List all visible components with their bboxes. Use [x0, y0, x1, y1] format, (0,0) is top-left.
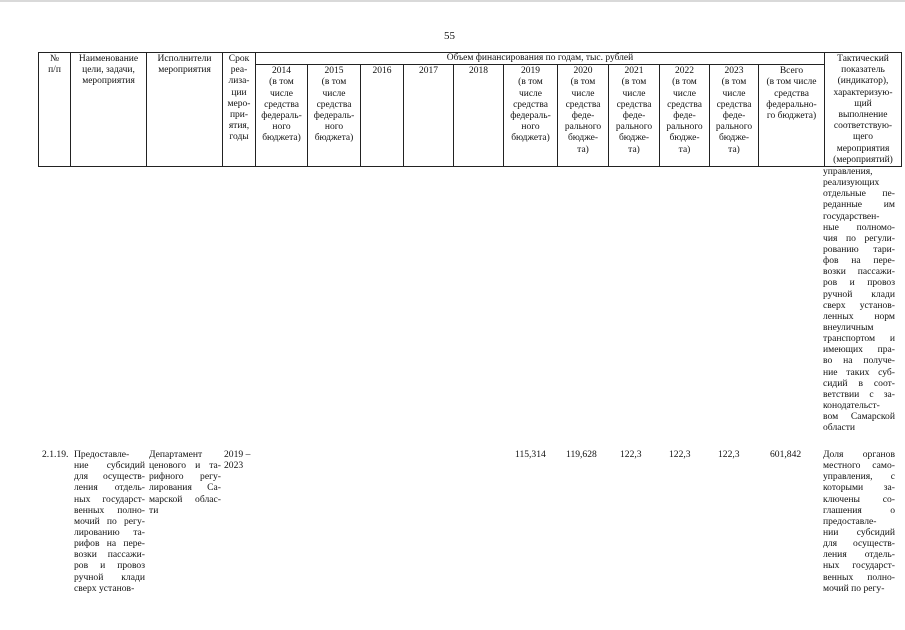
text-line: реализующих	[823, 177, 880, 189]
header-text-line: бюдже-	[669, 133, 700, 144]
text-line: ветствии с за-	[823, 388, 895, 400]
text-line: сверх установ-	[74, 582, 135, 594]
text-line: ти	[149, 504, 159, 516]
row-value-2020: 119,628	[566, 449, 597, 460]
header-year-2016	[361, 65, 404, 167]
header-text-line: го бюджета)	[766, 110, 817, 121]
header-text-line: числе	[672, 88, 697, 99]
header-text-line: (в том	[269, 77, 294, 88]
header-text-line: ного	[324, 122, 344, 133]
text-line: ных государст-	[74, 493, 145, 505]
header-text-line: феде-	[722, 110, 746, 121]
header-text-line: та)	[678, 144, 691, 155]
header-text-line: реа-	[230, 65, 248, 76]
text-line: ления отдель-	[74, 482, 145, 494]
header-text-line: числе	[518, 88, 543, 99]
text-line: ние субсидий	[74, 460, 145, 472]
text-line: чия по регули-	[823, 232, 895, 244]
header-executors	[147, 53, 223, 167]
header-text-line: числе	[571, 88, 595, 99]
header-year-2023	[710, 65, 759, 167]
header-text-line: Тактический	[837, 54, 889, 64]
header-text-line: лиза-	[228, 76, 250, 87]
header-text-line: та)	[728, 144, 740, 155]
text-line: ручной клади	[74, 571, 145, 583]
header-text-line: бюдже-	[567, 133, 599, 144]
header-text-line: 2023	[724, 66, 744, 77]
text-line: вом Самарской	[823, 411, 895, 423]
header-text-line: федерально-	[766, 99, 817, 110]
row-term	[224, 449, 250, 471]
header-indicator	[825, 53, 902, 167]
header-text-line: 2018	[469, 66, 488, 77]
row-value-2023: 122,3	[718, 449, 740, 460]
header-term	[223, 53, 256, 167]
text-line: которыми за-	[823, 482, 895, 494]
text-line: отдельные пе-	[823, 188, 895, 200]
header-num	[39, 53, 71, 167]
header-text-line: феде-	[622, 110, 646, 121]
header-year-2015	[308, 65, 361, 167]
header-text-line: бюджета)	[511, 133, 550, 144]
row-indicator	[823, 449, 895, 594]
text-line: сидий в соот-	[823, 377, 895, 389]
header-text-line: (в том числе	[766, 77, 817, 88]
header-text-line: числе	[722, 88, 746, 99]
text-line: сверх установ-	[823, 299, 895, 311]
header-text-line: бюдже-	[718, 133, 750, 144]
header-text-line: 2016	[372, 66, 392, 77]
header-text-line: федераль-	[261, 110, 302, 121]
text-line: венных полно-	[823, 571, 895, 583]
header-text-line: 2021	[624, 66, 644, 77]
header-text-line: средства	[264, 99, 299, 110]
header-text-line: Всего	[779, 66, 804, 77]
header-text-line: (в том	[518, 77, 543, 88]
header-text-line: выполнение	[838, 110, 888, 121]
text-line: возки пассажи-	[823, 266, 895, 278]
text-line: ных государст-	[823, 560, 895, 572]
header-text-line: числе	[269, 88, 294, 99]
row-value-2019: 115,314	[515, 449, 546, 460]
text-line: конодательст-	[823, 399, 880, 411]
text-line: лированию та-	[74, 526, 145, 538]
row-executor	[149, 449, 221, 516]
header-text-line: щий	[854, 98, 872, 109]
text-line: транспортом и	[823, 333, 895, 345]
text-line: предоставле-	[823, 515, 877, 527]
header-year-2022	[660, 65, 710, 167]
text-line: Предоставле-	[74, 449, 130, 460]
header-text-line: числе	[322, 88, 346, 99]
row-number: 2.1.19.	[42, 449, 69, 460]
row-value-2021: 122,3	[620, 449, 642, 460]
header-text-line: ятия,	[228, 121, 250, 132]
text-line: управления,	[823, 166, 873, 177]
text-line: глашения о	[823, 504, 895, 516]
text-line: мочий по регу-	[74, 515, 145, 527]
header-year-2019	[504, 65, 558, 167]
text-line: ров и провоз	[823, 277, 895, 289]
header-text-line: рального	[666, 122, 703, 133]
text-line: возки пассажи-	[74, 549, 145, 561]
header-text-line: феде-	[571, 110, 595, 121]
text-line: Департамент	[149, 449, 203, 460]
text-line: внеуличным	[823, 321, 874, 333]
text-line: венных полно-	[74, 504, 145, 516]
text-line: марской облас-	[149, 493, 221, 505]
header-year-2017	[404, 65, 454, 167]
header-year-2014	[256, 65, 308, 167]
header-text-line: 2022	[675, 66, 694, 77]
text-line: имеющих пра-	[823, 344, 895, 356]
text-line: ленных норм	[823, 310, 895, 322]
header-text-line: бюджета)	[314, 133, 354, 144]
text-line: 2019 –	[224, 449, 251, 460]
header-text-line: ного	[272, 122, 291, 133]
header-text-line: 2019	[521, 66, 540, 77]
header-text-line: федераль-	[510, 110, 551, 121]
header-text-line: ного	[521, 122, 540, 133]
text-line: Доля органов	[823, 449, 895, 460]
header-text-line: федераль-	[313, 110, 355, 121]
header-text-line: бюдже-	[618, 133, 650, 144]
header-text-line: средства	[565, 99, 601, 110]
row-total: 601,842	[770, 449, 802, 460]
page-top-edge	[0, 0, 905, 2]
header-text-line: (в том	[621, 77, 647, 88]
header-text-line: (в том	[570, 77, 596, 88]
text-line: ние таких суб-	[823, 366, 895, 378]
text-line: для осуществ-	[823, 538, 895, 550]
header-text-line: Срок	[228, 54, 250, 64]
row-value-2022: 122,3	[669, 449, 691, 460]
header-text-line: ции	[231, 87, 247, 98]
header-year-2021	[609, 65, 660, 167]
header-text-line: 2020	[573, 66, 593, 77]
text-line: ления отдель-	[823, 549, 895, 561]
text-line: фов на пере-	[823, 255, 895, 267]
text-line: лирования Са-	[149, 482, 221, 494]
header-text-line: цели, задачи,	[82, 65, 135, 76]
header-text-line: мероприятия	[158, 65, 211, 76]
header-text-line: показатель	[841, 65, 885, 76]
header-text-line: (в том	[321, 77, 347, 88]
header-text-line: Исполнители	[157, 54, 212, 64]
header-text-line: (индикатор),	[837, 76, 889, 87]
row-name	[74, 449, 145, 594]
header-text-line: (в том	[721, 77, 747, 88]
header-text-line: меро-	[227, 98, 251, 109]
text-line: ключены со-	[823, 493, 895, 505]
text-line: рифов на пере-	[74, 538, 145, 550]
text-line: рованию тари-	[823, 243, 895, 255]
header-text-line: 2014	[272, 66, 291, 77]
header-name	[71, 53, 147, 167]
header-text-line: та)	[628, 144, 640, 155]
header-text-line: рального	[615, 122, 653, 133]
header-total	[759, 65, 825, 167]
header-text-line: п/п	[48, 65, 61, 76]
text-line: во на получе-	[823, 355, 895, 367]
header-text-line: 2015	[324, 66, 344, 77]
header-text-line: числе	[622, 88, 646, 99]
header-text-line: та)	[577, 144, 589, 155]
header-text-line: щего	[853, 132, 873, 143]
table-header	[38, 52, 902, 167]
text-line: ров и провоз	[74, 560, 145, 572]
header-text-line: соответствую-	[833, 121, 893, 132]
text-line: ные полномо-	[823, 221, 895, 233]
text-line: области	[823, 422, 856, 434]
header-text-line: (мероприятий)	[833, 154, 893, 165]
header-text-line: средства	[774, 88, 809, 99]
header-text-line: при-	[229, 110, 249, 121]
header-text-line: 2017	[419, 66, 438, 77]
header-text-line: мероприятия	[82, 76, 135, 87]
header-text-line: годы	[229, 132, 249, 143]
text-line: ценового и та-	[149, 460, 221, 472]
header-text-line: средства	[616, 99, 652, 110]
text-line: управления, с	[823, 471, 895, 483]
page-number: 55	[444, 30, 455, 42]
header-text-line: (в том	[672, 77, 697, 88]
text-line: нии субсидий	[823, 526, 895, 538]
header-text-line: мероприятия	[836, 143, 890, 154]
header-text-line: рального	[564, 122, 602, 133]
header-financing-title: Объем финансирования по годам, тыс. рублей	[256, 53, 825, 65]
header-text-line: средства	[667, 99, 702, 110]
text-line: мочий по регу-	[823, 582, 885, 594]
indicator-continued	[823, 166, 895, 433]
header-text-line: Наименование	[78, 54, 139, 64]
text-line: ручной клади	[823, 288, 895, 300]
header-text-line: средства	[716, 99, 752, 110]
header-text-line: средства	[316, 99, 352, 110]
text-line: для осуществ-	[74, 471, 145, 483]
header-text-line: средства	[513, 99, 548, 110]
header-text-line: рального	[715, 122, 753, 133]
header-year-2020	[558, 65, 609, 167]
header-text-line: характеризую-	[833, 87, 893, 98]
header-text-line: феде-	[673, 110, 696, 121]
header-text-line: №	[49, 54, 60, 64]
text-line: 2023	[224, 460, 244, 472]
text-line: рифного регу-	[149, 471, 221, 483]
text-line: местного само-	[823, 460, 895, 472]
header-year-2018	[454, 65, 504, 167]
header-text-line: бюджета)	[262, 133, 301, 144]
text-line: реданные им	[823, 199, 895, 211]
text-line: государствен-	[823, 210, 880, 222]
